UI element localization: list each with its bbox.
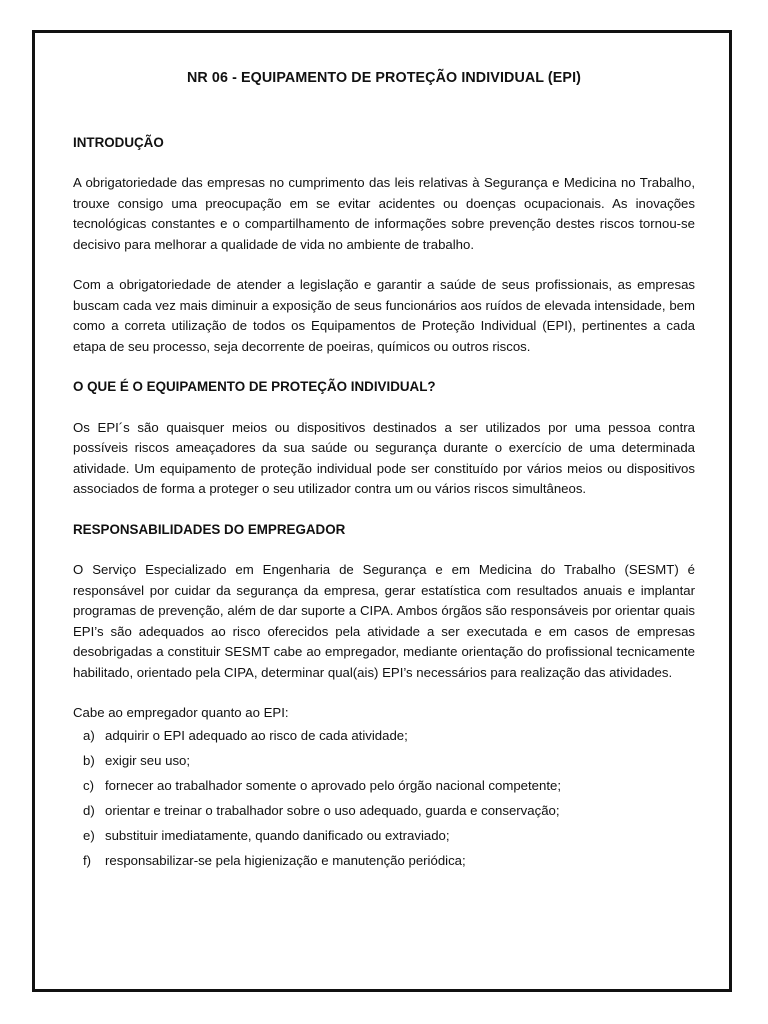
section-heading-responsabilidades: RESPONSABILIDADES DO EMPREGADOR [73,521,346,537]
list-marker: c) [83,777,94,793]
list-item-text: orientar e treinar o trabalhador sobre o uso adequado, guarda e conservação; [105,802,560,818]
paragraph: A obrigatoriedade das empresas no cumprimento das leis relativas à Segurança e Medicina no Trabalho, trouxe consigo uma preocupação em se evitar acidentes ou doenças ocupacionais. As inovações tecnológicas constantes e o compartilhamento de informações sobre prevenção destes riscos tornou-se decisivo para melhorar a qualidade de vida no ambiente de trabalho. [73,175,695,252]
list-item [73,726,695,747]
list-item-text: substituir imediatamente, quando danificado ou extraviado; [105,827,450,843]
paragraph: Os EPI´s são quaisquer meios ou dispositivos destinados a ser utilizados por uma pessoa contra possíveis riscos ameaçadores da sua saúde ou segurança durante o exercício de uma determinada atividade. Um equipamento de proteção individual pode ser constituído por vários meios ou dispositivos associados de forma a proteger o seu utilizador contra um ou vários riscos simultâneos. [73,419,695,496]
list-marker: a) [83,727,95,743]
document-body [73,68,695,876]
list-intro: Cabe ao empregador quanto ao EPI: [73,705,289,720]
list-item-text: responsabilizar-se pela higienização e manutenção periódica; [105,852,466,868]
employer-duties-list [73,726,695,872]
paragraph: O Serviço Especializado em Engenharia de Segurança e em Medicina do Trabalho (SESMT) é responsável por cuidar da segurança da empresa, gerar estatística com resultados anuais e implantar programas de prevenção, além de dar suporte a CIPA. Ambos órgãos são responsáveis por orientar quais EPI’s são adequados ao risco oferecidos pela atividade a ser executada e em casos de empresas desobrigadas a constituir SESMT cabe ao empregador, mediante orientação do profissional tecnicamente habilitado, orientado pela CIPA, determinar qual(ais) EPI’s necessários para realização das atividades. [73,562,695,680]
list-marker: f) [83,852,92,868]
list-item [73,776,695,797]
list-item [73,826,695,847]
section-heading-introducao: INTRODUÇÃO [73,134,164,150]
list-item-text: adquirir o EPI adequado ao risco de cada atividade; [105,727,408,743]
list-marker: b) [83,752,95,768]
list-item-text: fornecer ao trabalhador somente o aprovado pelo órgão nacional competente; [105,777,562,793]
list-item-text: exigir seu uso; [105,752,191,768]
document-title: NR 06 - EQUIPAMENTO DE PROTEÇÃO INDIVIDUAL (EPI) [186,70,582,86]
paragraph: Com a obrigatoriedade de atender a legislação e garantir a saúde de seus profissionais, as empresas buscam cada vez mais diminuir a exposição de seus funcionários aos ruídos de elevada intensidade, bem como a correta utilização de todos os Equipamentos de Proteção Individual (EPI), pertinentes a cada etapa de seu processo, seja decorrente de poeiras, químicos ou outros riscos. [73,277,695,354]
list-marker: e) [83,827,95,843]
list-marker: d) [83,802,95,818]
list-item [73,851,695,872]
section-heading-o-que-e-epi: O QUE É O EQUIPAMENTO DE PROTEÇÃO INDIVIDUAL? [73,379,436,394]
list-item [73,801,695,822]
list-item [73,751,695,772]
